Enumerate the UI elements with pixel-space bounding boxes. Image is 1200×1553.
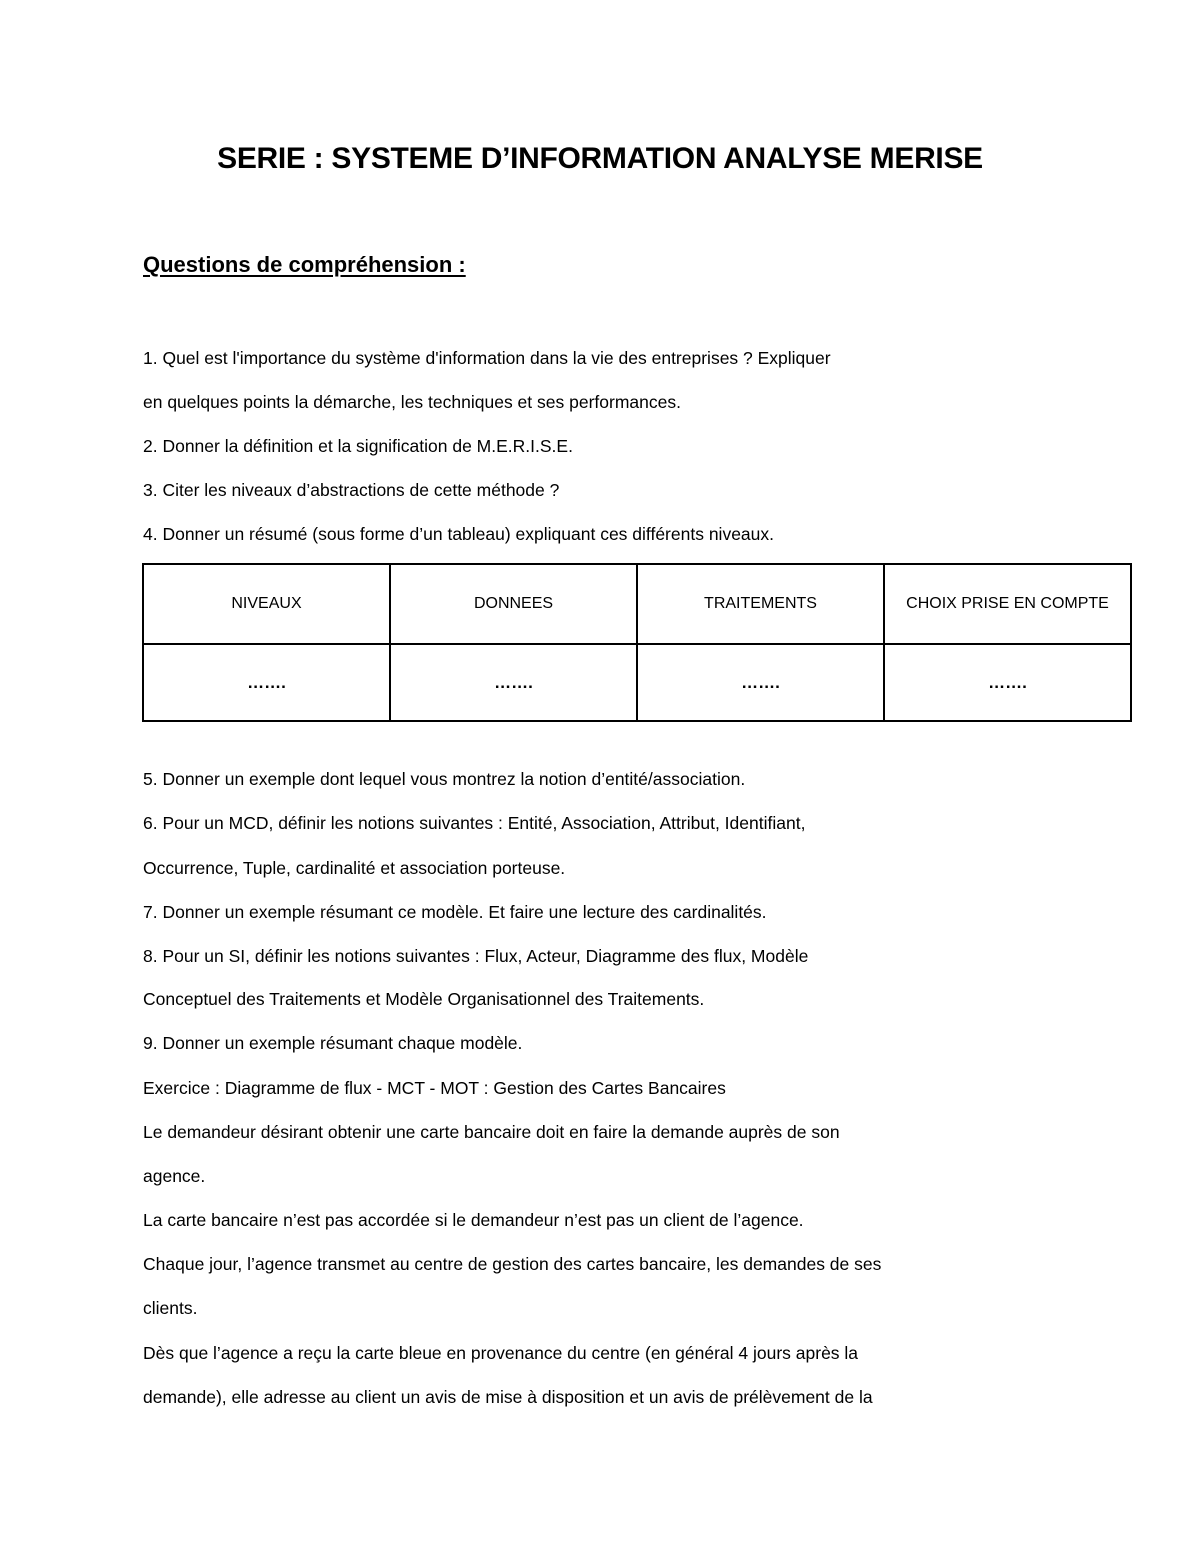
text-line: Occurrence, Tuple, cardinalité et association porteuse.: [143, 858, 566, 878]
table-row: [143, 644, 1131, 721]
text-line: clients.: [143, 1298, 198, 1318]
text-line: Dès que l’agence a reçu la carte bleue en provenance du centre (en général 4 jours après la: [143, 1343, 859, 1363]
text-line: Chaque jour, l’agence transmet au centre de gestion des cartes bancaire, les demandes de ses: [143, 1254, 882, 1274]
table-header-row: [143, 564, 1131, 644]
text-line: 7. Donner un exemple résumant ce modèle. Et faire une lecture des cardinalités.: [143, 902, 767, 922]
text-line: 8. Pour un SI, définir les notions suivantes : Flux, Acteur, Diagramme des flux, Modèle: [143, 946, 809, 966]
text-line: 1. Quel est l'importance du système d'information dans la vie des entreprises ? Expliquer: [143, 348, 831, 368]
table-header-cell: CHOIX PRISE EN COMPTE: [884, 564, 1131, 644]
text-line: agence.: [143, 1166, 206, 1186]
table-cell: …….: [390, 644, 637, 721]
text-line: Le demandeur désirant obtenir une carte bancaire doit en faire la demande auprès de son: [143, 1122, 840, 1142]
table-cell: …….: [143, 644, 390, 721]
document-title: SERIE : SYSTEME D’INFORMATION ANALYSE MERISE: [217, 142, 983, 175]
text-line: 3. Citer les niveaux d’abstractions de cette méthode ?: [143, 480, 560, 500]
table-cell: …….: [884, 644, 1131, 721]
text-line: Conceptuel des Traitements et Modèle Organisationnel des Traitements.: [143, 989, 705, 1009]
table-header-cell: NIVEAUX: [143, 564, 390, 644]
table-cell: …….: [637, 644, 884, 721]
levels-table: [142, 563, 1132, 722]
exercise-title: Exercice : Diagramme de flux - MCT - MOT : Gestion des Cartes Bancaires: [143, 1078, 726, 1098]
text-line: 5. Donner un exemple dont lequel vous montrez la notion d’entité/association.: [143, 769, 746, 789]
text-line: 9. Donner un exemple résumant chaque modèle.: [143, 1033, 523, 1053]
text-line: 2. Donner la définition et la signification de M.E.R.I.S.E.: [143, 436, 573, 456]
text-line: La carte bancaire n’est pas accordée si le demandeur n’est pas un client de l’agence.: [143, 1210, 804, 1230]
text-line: 4. Donner un résumé (sous forme d’un tableau) expliquant ces différents niveaux.: [143, 524, 775, 544]
text-line: demande), elle adresse au client un avis de mise à disposition et un avis de prélèvement de la: [143, 1387, 873, 1407]
section-heading: Questions de compréhension :: [143, 252, 466, 277]
table-header-cell: DONNEES: [390, 564, 637, 644]
text-line: 6. Pour un MCD, définir les notions suivantes : Entité, Association, Attribut, Identifiant,: [143, 813, 806, 833]
text-line: en quelques points la démarche, les techniques et ses performances.: [143, 392, 681, 412]
table-header-cell: TRAITEMENTS: [637, 564, 884, 644]
